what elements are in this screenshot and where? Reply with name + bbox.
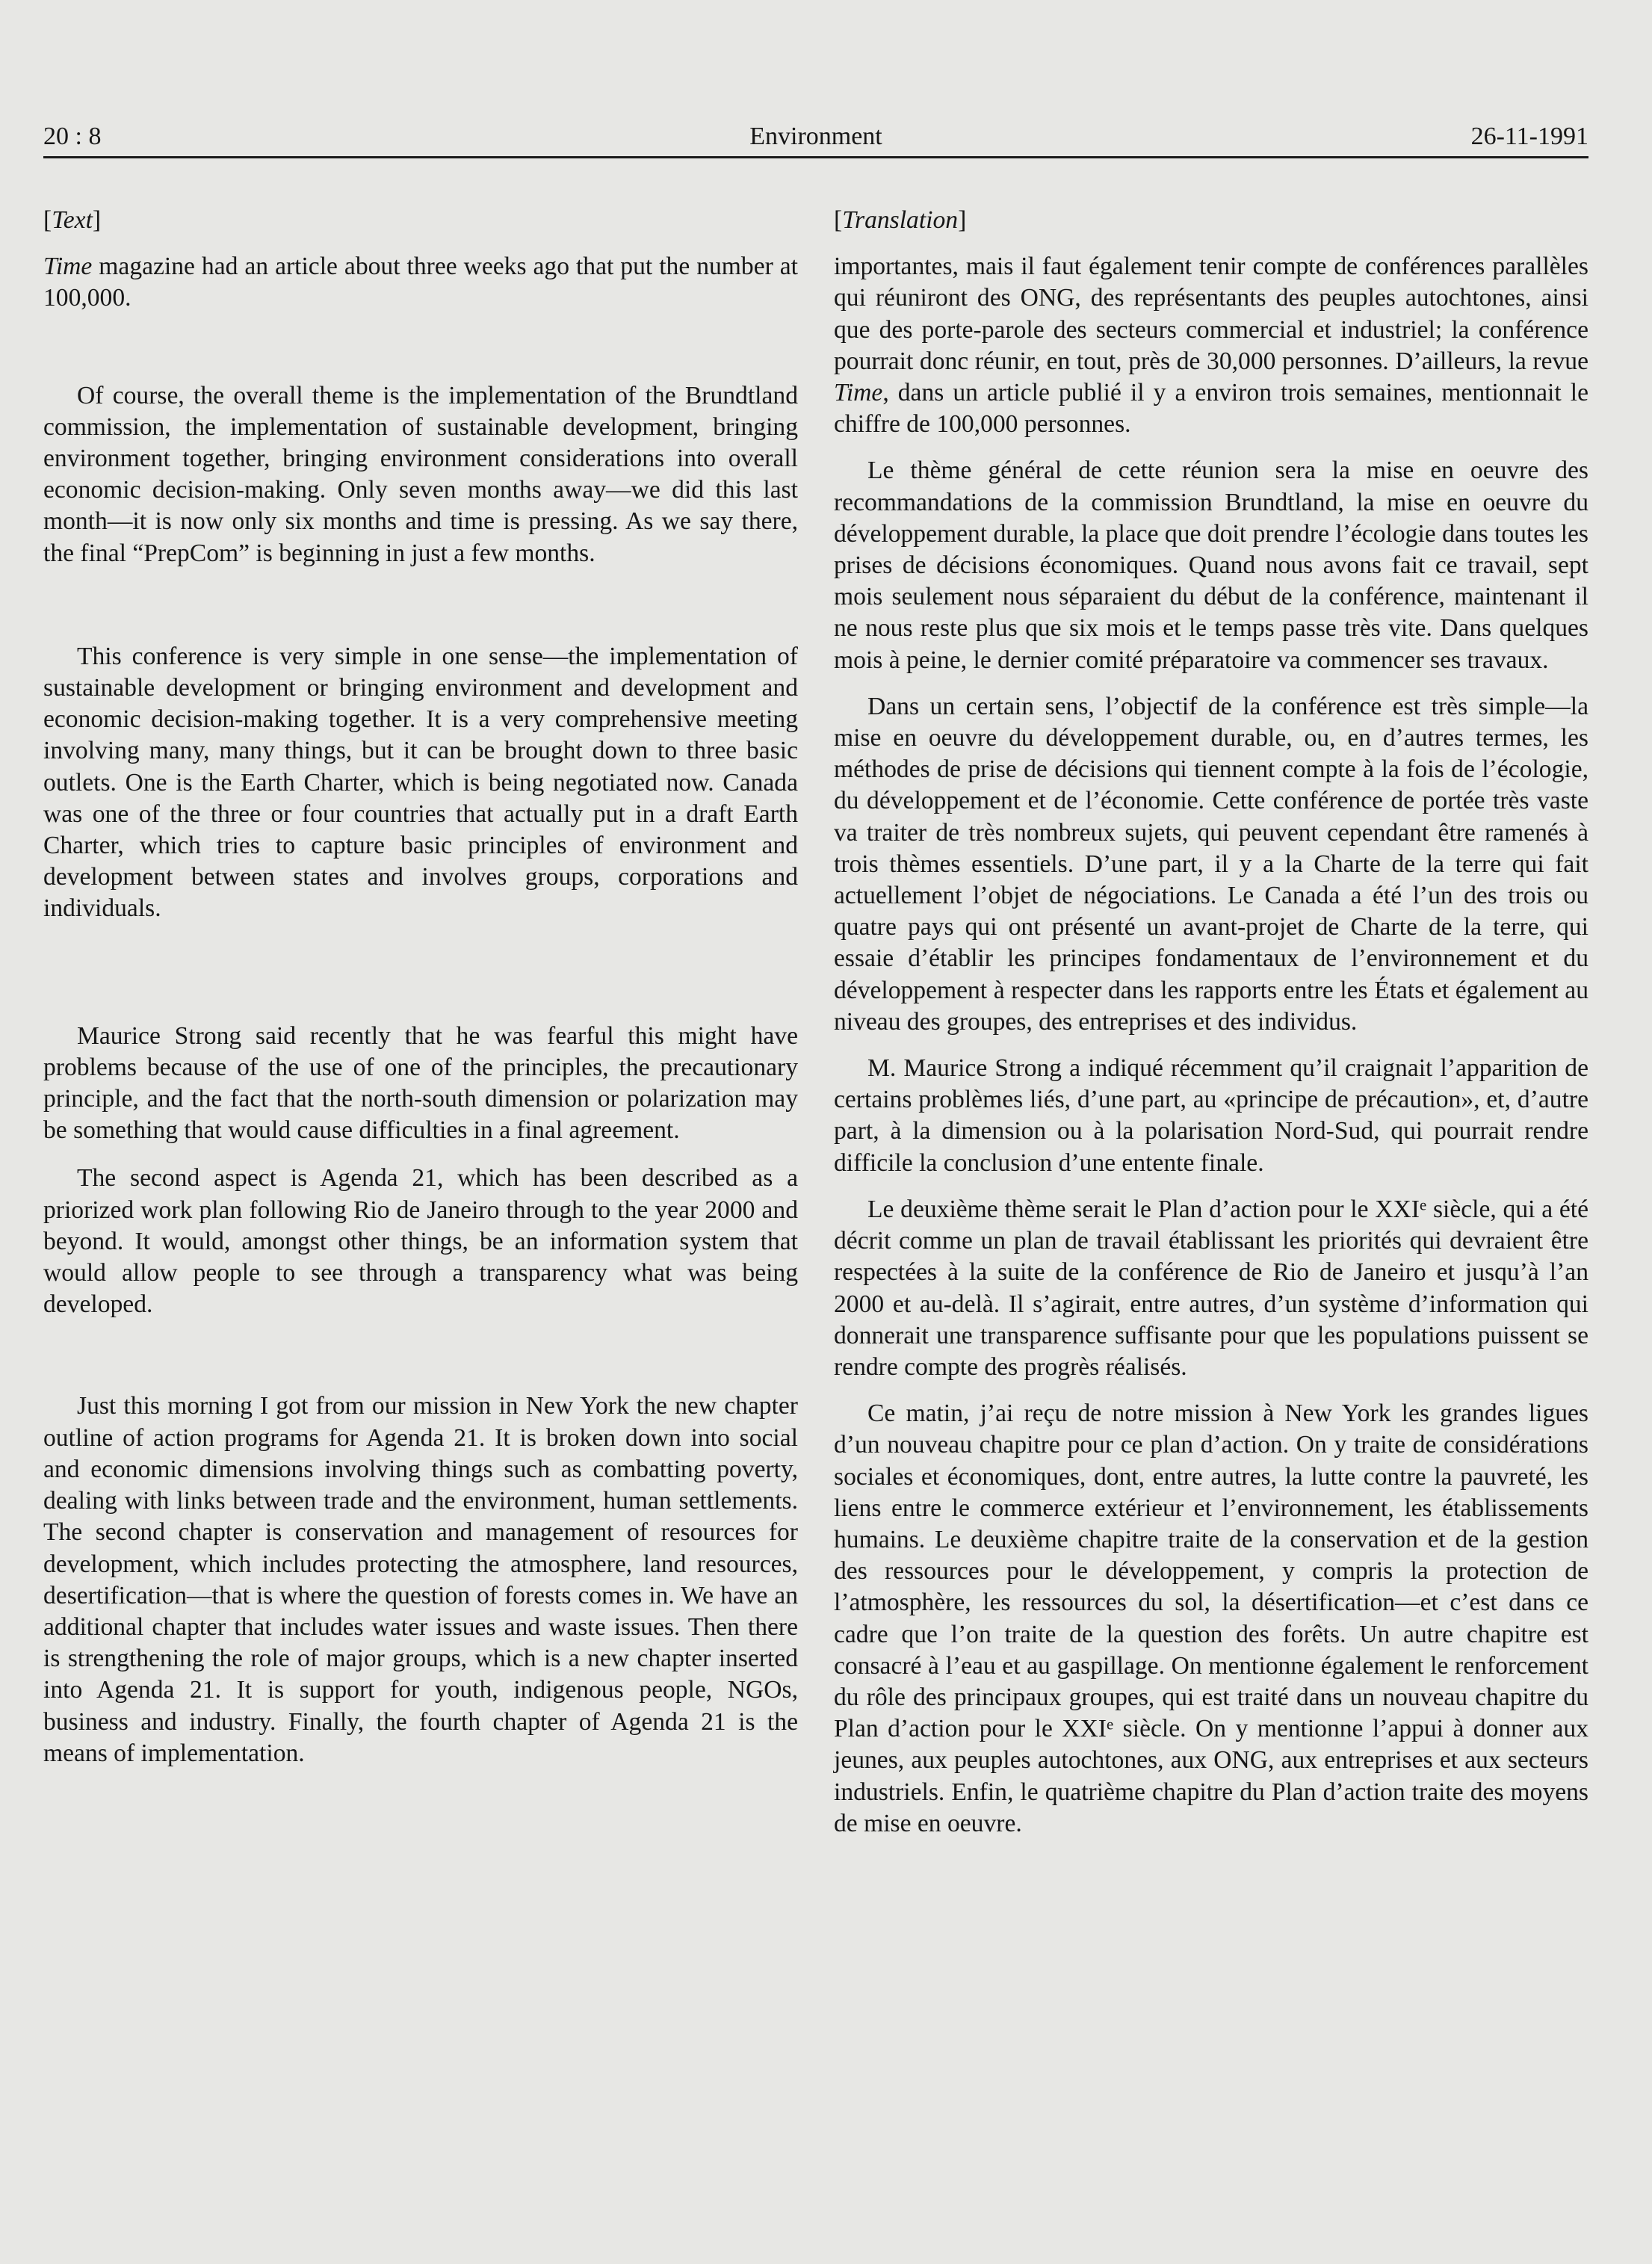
paragraph: Le deuxième thème serait le Plan d’action pour le XXIe siècle, qui a été décrit comme un plan de travail établissant les priorités qui devraient être respectées à la suite de la conférence de Rio de Janeiro et jusqu’à l’an 2000 et au-delà. Il s’agirait, entre autres, d’un système d’information qui donnerait une transparence suffisante pour que les populations puissent se rendre compte des progrès réalisés. <box>834 1195 1589 1381</box>
paragraph: M. Maurice Strong a indiqué récemment qu’il craignait l’apparition de certains problèmes liés, d’une part, au «principe de précaution», et, d’autre part, à la dimension ou à la polarisation Nord-Sud, qui pourrait rendre difficile la conclusion d’une entente finale. <box>834 1054 1588 1177</box>
paragraph: Le thème général de cette réunion sera la mise en oeuvre des recommandations de la commission Brundtland, la mise en oeuvre du développement durable, la place que doit prendre l’écologie dans toutes les prises de décisions économiques. Quand nous avons fait ce travail, sept mois seulement nous séparaient du début de la conférence, maintenant il ne nous reste plus que six mois et le temps passe très vite. Dans quelques mois à peine, le dernier comité préparatoire va commencer ses travaux. <box>834 457 1588 674</box>
paragraph: Dans un certain sens, l’objectif de la conférence est très simple—la mise en oeuvre du développement durable, ou, en d’autres termes, les méthodes de prise de décisions qui tiennent compte à la fois de l’écologie, du développement et de l’économie. Cette conférence de portée très vaste va traiter de très nombreux sujets, qui peuvent cependant être ramenés à trois thèmes essentiels. D’une part, il y a la Charte de la terre qui fait actuellement l’objet de négociations. Le Canada a été l’un des trois ou quatre pays qui ont présenté un avant-projet de Charte de la terre, qui essaie d’établir les principes fondamentaux de l’environnement et du développement à respecter dans les rapports entre les États et également au niveau des groupes, des entreprises et des individus. <box>834 692 1588 1036</box>
paragraph: Time magazine had an article about three weeks ago that put the number at 100,000. <box>43 253 798 312</box>
paragraph: importantes, mais il faut également tenir compte de conférences parallèles qui réuniront des ONG, des représentants des peuples autochtones, ainsi que des porte-parole des secteurs commercial et industriel; la conférence pourrait donc réunir, en tout, près de 30,000 personnes. D’ailleurs, la revue Time, dans un article publié il y a environ trois semaines, mentionnait le chiffre de 100,000 personnes. <box>834 253 1588 439</box>
english-column <box>43 205 798 1769</box>
translation-tag: [Translation] <box>834 206 967 234</box>
running-title: Environment <box>749 123 882 150</box>
paragraph: The second aspect is Agenda 21, which has been described as a priorized work plan following Rio de Janeiro through to the year 2000 and beyond. It would, amongst other things, be an information system that would allow people to see through a transparency what was being developed. <box>43 1164 798 1319</box>
paragraph: Of course, the overall theme is the implementation of the Brundtland commission, the implementation of sustainable development, bringing environment together, bringing environment considerations into overall economic decision-making. Only seven months away—we did this last month—it is now only six months and time is pressing. As we say there, the final “PrepCom” is beginning in just a few months. <box>43 381 798 567</box>
paragraph: Ce matin, j’ai reçu de notre mission à New York les grandes ligues d’un nouveau chapitre pour ce plan d’action. On y traite de considérations sociales et économiques, dont, entre autres, la lutte contre la pauvreté, les liens entre le commerce extérieur et l’environnement, les établissements humains. Le deuxième chapitre traite de la conservation et de la gestion des ressources pour le développement, y compris la protection de l’atmosphère, les ressources du sol, la désertification—et c’est dans ce cadre que l’on traite de la question des forêts. Un autre chapitre est consacré à l’eau et au gaspillage. On mentionne également le renforcement du rôle des principaux groupes, qui est traité dans un nouveau chapitre du Plan d’action pour le XXIe siècle. On y mentionne l’appui à donner aux jeunes, aux peuples autochtones, aux ONG, aux entreprises et aux secteurs industriels. Enfin, le quatrième chapitre du Plan d’action traite des moyens de mise en oeuvre. <box>834 1399 1588 1837</box>
header-date: 26-11-1991 <box>1470 123 1588 150</box>
paragraph: Just this morning I got from our mission in New York the new chapter outline of action programs for Agenda 21. It is broken down into social and economic dimensions involving things such as combatting poverty, dealing with links between trade and the environment, human settlements. The second chapter is conservation and management of resources for development, which includes protecting the atmosphere, land resources, desertification—that is where the question of forests comes in. We have an additional chapter that includes water issues and waste issues. Then there is strengthening the role of major groups, which is a new chapter inserted into Agenda 21. It is support for youth, indigenous people, NGOs, business and industry. Finally, the fourth chapter of Agenda 21 is the means of implementation. <box>43 1392 798 1767</box>
text-tag: [Text] <box>43 206 102 234</box>
page-number: 20 : 8 <box>43 123 102 150</box>
paragraph: This conference is very simple in one sense—the implementation of sustainable development or bringing environment and development and economic decision-making together. It is a very comprehensive meeting involving many, many things, but it can be brought down to three basic outlets. One is the Earth Charter, which is being negotiated now. Canada was one of the three or four countries that actually put in a draft Earth Charter, which tries to capture basic principles of environment and development between states and involves groups, corporations and individuals. <box>43 642 798 923</box>
header-rule <box>43 156 1588 158</box>
french-column <box>834 205 1588 1840</box>
paragraph: Maurice Strong said recently that he was fearful this might have problems because of the use of one of the principles, the precautionary principle, and the fact that the north-south dimension or polarization may be something that would cause difficulties in a final agreement. <box>43 1021 798 1145</box>
page-header <box>43 118 1588 155</box>
